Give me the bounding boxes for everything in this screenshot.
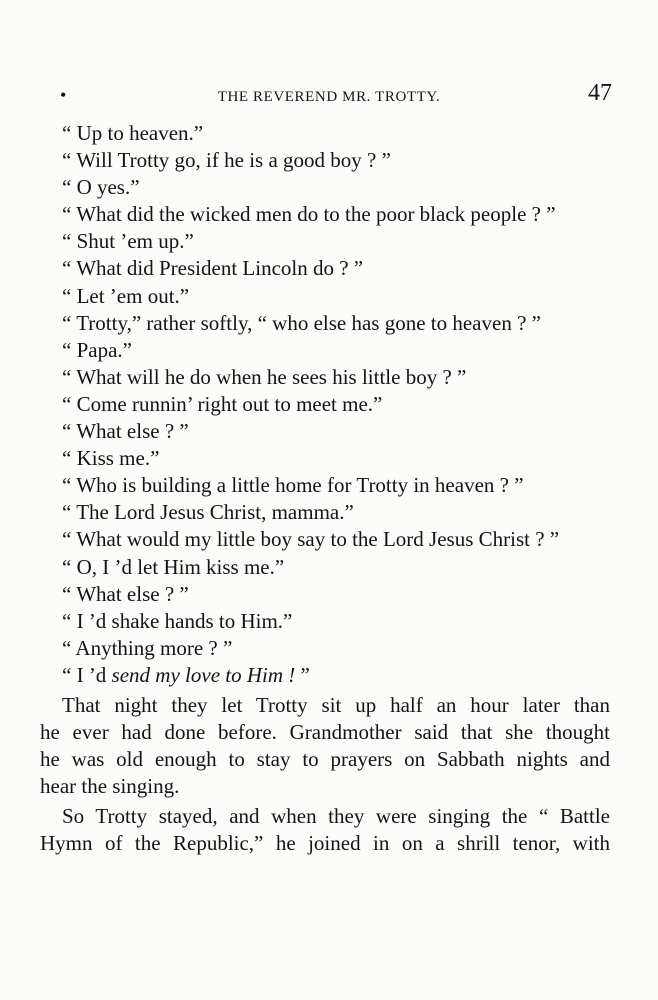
paragraph-line: That night they let Trotty sit up half an hour later than xyxy=(62,693,610,717)
dialogue-line: “ Up to heaven.” xyxy=(62,121,204,145)
dialogue-line: “ Come runnin’ right out to meet me.” xyxy=(62,391,383,416)
dialogue-line: “ What would my little boy say to the Lord Jesus Christ ? ” xyxy=(62,527,560,552)
dialogue-line: “ What did President Lincoln do ? ” xyxy=(62,256,364,281)
final-line-prefix: “ I ’d xyxy=(62,662,112,687)
dialogue-line: “ Kiss me.” xyxy=(62,446,160,471)
dialogue-line: “ What else ? ” xyxy=(62,419,189,444)
dialogue-line: “ Anything more ? ” xyxy=(62,635,233,660)
page-number: 47 xyxy=(588,80,612,106)
paragraph-line: So Trotty stayed, and when they were singing the “ Battle xyxy=(62,804,610,828)
paragraph-line: he was old enough to stay to prayers on Sabbath nights and xyxy=(40,747,610,771)
dialogue-line: “ What did the wicked men do to the poor black people ? ” xyxy=(62,202,556,227)
dialogue-line: “ O, I ’d let Him kiss me.” xyxy=(62,554,285,579)
dialogue-block xyxy=(62,120,622,689)
running-title: THE REVEREND MR. TROTTY. xyxy=(217,89,441,105)
header-bullet: • xyxy=(60,85,67,105)
dialogue-line: “ Who is building a little home for Trotty in heaven ? ” xyxy=(62,473,524,498)
paragraph-line: hear the singing. xyxy=(40,774,180,798)
page-header xyxy=(0,80,658,114)
dialogue-line: “ Papa.” xyxy=(62,337,132,362)
paragraph-line: Hymn of the Republic,” he joined in on a shrill tenor, with xyxy=(40,831,610,855)
dialogue-line: “ Let ’em out.” xyxy=(62,283,190,308)
dialogue-line: “ O yes.” xyxy=(62,175,140,200)
paragraph-line: he ever had done before. Grandmother said that she thought xyxy=(40,720,610,744)
dialogue-line: “ Shut ’em up.” xyxy=(62,229,194,254)
dialogue-line: “ Trotty,” rather softly, “ who else has gone to heaven ? ” xyxy=(62,310,541,335)
final-line-suffix: ” xyxy=(295,662,310,687)
dialogue-line-final xyxy=(62,662,622,689)
paragraph-2 xyxy=(40,803,610,857)
dialogue-line: “ Will Trotty go, if he is a good boy ? ” xyxy=(62,148,391,173)
dialogue-line: “ What will he do when he sees his little boy ? ” xyxy=(62,364,467,389)
dialogue-line: “ What else ? ” xyxy=(62,581,189,606)
paragraph-1 xyxy=(40,692,610,800)
prose-block xyxy=(40,692,610,860)
dialogue-line: “ I ’d shake hands to Him.” xyxy=(62,608,293,633)
final-line-italic: send my love to Him ! xyxy=(111,662,296,687)
dialogue-line: “ The Lord Jesus Christ, mamma.” xyxy=(62,500,354,525)
